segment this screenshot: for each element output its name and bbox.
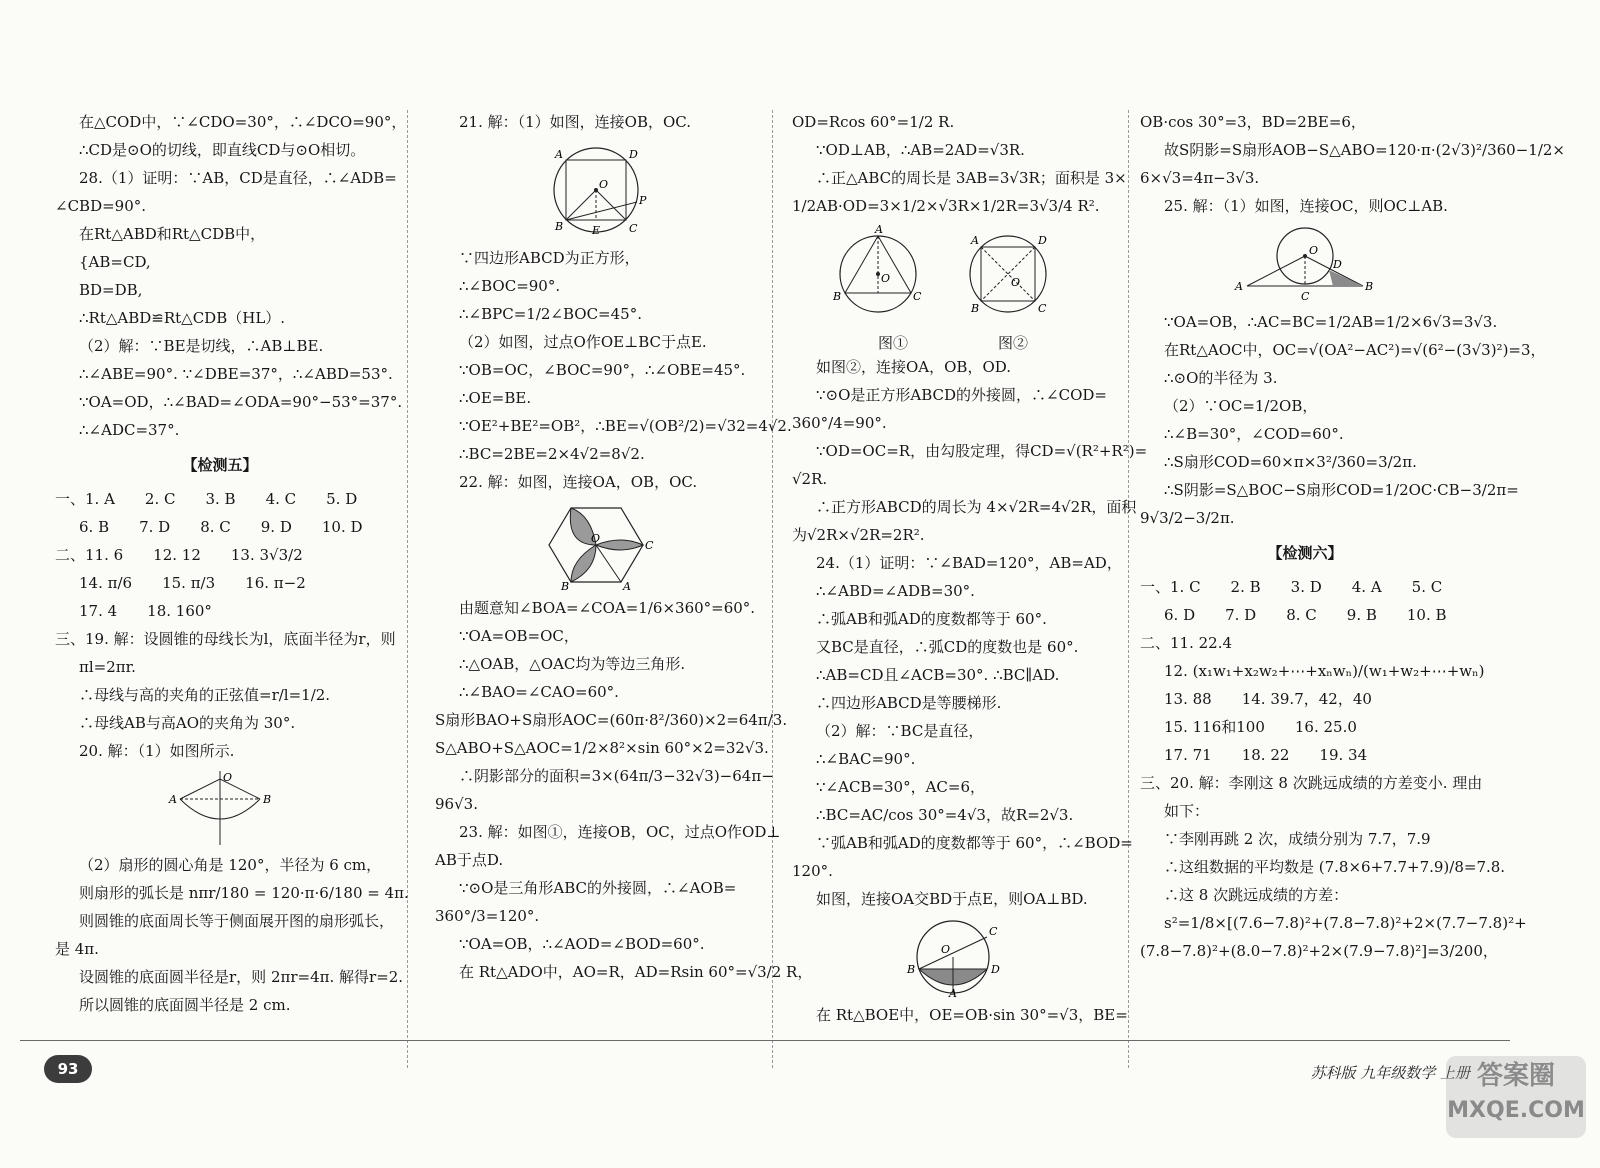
text-line: （2）解：∵BC是直径，: [816, 722, 984, 740]
section-title-6: 【检测六】: [1267, 544, 1343, 562]
text-line: 24.（1）证明：∵∠BAD=120°，AB=AD，: [816, 554, 1122, 572]
text-line: ∴BC=2BE=2×4√2=8√2.: [459, 445, 645, 463]
column-4: [1140, 108, 1566, 1038]
svg-text:A: A: [949, 987, 957, 1000]
text-line: ∵李刚再跳 2 次，成绩分别为 7.7，7.9: [1164, 830, 1431, 848]
text-line: ∴AB=CD且∠ACB=30°. ∴BC∥AD.: [816, 666, 1060, 684]
text-line: 三、19. 解：设圆锥的母线长为l，底面半径为r，则: [55, 630, 396, 648]
text-line: ∴S阴影=S△BOC−S扇形COD=1/2OC·CB−3/2π=: [1164, 481, 1519, 499]
text-line: 如图②，连接OA，OB，OD.: [816, 358, 1012, 376]
text-line: 如图，连接OA交BD于点E，则OA⊥BD.: [816, 890, 1088, 908]
text-line: 12. (x₁w₁+x₂w₂+⋯+xₙwₙ)/(w₁+w₂+⋯+wₙ): [1164, 662, 1485, 680]
column-3: [792, 108, 1148, 1038]
text-line: （2）∵OC=1/2OB，: [1164, 397, 1318, 415]
text-line: 故S阴影=S扇形AOB−S△ABO=120·π·(2√3)²/360−1/2×: [1164, 141, 1566, 159]
text-line: AB于点D.: [435, 851, 504, 869]
text-line: 120°.: [792, 862, 833, 880]
text-line: OB·cos 30°=3，BD=2BE=6，: [1140, 113, 1366, 131]
watermark-text-bottom: MXQE.COM: [1447, 1098, 1585, 1123]
text-line: 在Rt△AOC中，OC=√(OA²−AC²)=√(6²−(3√3)²)=3，: [1164, 341, 1546, 359]
text-line: 二、11. 6 12. 12 13. 3√3/2: [55, 546, 303, 564]
text-line: 在 Rt△BOE中，OE=OB·sin 30°=√3，BE=: [816, 1006, 1128, 1024]
svg-text:B: B: [971, 302, 980, 315]
text-line: 如下：: [1164, 802, 1210, 820]
text-line: 设圆锥的底面圆半径是r，则 2πr=4π. 解得r=2.: [79, 968, 404, 986]
text-line: √2R.: [792, 470, 828, 488]
svg-text:B: B: [1365, 280, 1374, 293]
text-line: ∵弧AB和弧AD的度数都等于 60°，∴∠BOD=: [816, 834, 1133, 852]
text-line: 所以圆锥的底面圆半径是 2 cm.: [79, 996, 291, 1014]
footer-book-title: 苏科版 九年级数学 上册: [1310, 1064, 1470, 1082]
text-line: 在 Rt△ADO中，AO=R，AD=Rsin 60°=√3/2 R，: [459, 963, 813, 981]
text-line: ∴正方形ABCD的周长为 4×√2R=4√2R，面积: [816, 498, 1137, 516]
column-divider: [1128, 110, 1129, 1068]
text-line: 二、11. 22.4: [1140, 634, 1233, 652]
text-line: 6×√3=4π−3√3.: [1140, 169, 1260, 187]
text-line: 1/2AB·OD=3×1/2×√3R×1/2R=3√3/4 R².: [792, 197, 1100, 215]
text-line: 360°/3=120°.: [435, 907, 540, 925]
text-line: 一、1. A 2. C 3. B 4. C 5. D: [55, 490, 358, 508]
text-line: 一、1. C 2. B 3. D 4. A 5. C: [1140, 578, 1443, 596]
text-line: ∴∠BAC=90°.: [816, 750, 916, 768]
text-line: ∴∠BAO=∠CAO=60°.: [459, 683, 619, 701]
text-line: OD=Rcos 60°=1/2 R.: [792, 113, 955, 131]
text-line: 21. 解：（1）如图，连接OB，OC.: [459, 113, 691, 131]
text-line: 28.（1）证明：∵AB，CD是直径，∴∠ADB=: [79, 169, 397, 187]
svg-text:A: A: [623, 580, 631, 593]
watermark-logo: [1446, 1056, 1586, 1138]
text-line: s²=1/8×[(7.6−7.8)²+(7.8−7.8)²+2×(7.7−7.8)²+: [1164, 914, 1527, 932]
text-line: ∴∠ABE=90°. ∵∠DBE=37°，∴∠ABD=53°.: [79, 365, 393, 383]
svg-text:A: A: [1235, 280, 1243, 293]
section-title-5: 【检测五】: [182, 456, 258, 474]
svg-text:C: C: [913, 290, 922, 303]
text-line: 9√3/2−3/2π.: [1140, 509, 1235, 527]
text-line: 则圆锥的底面周长等于侧面展开图的扇形弧长，: [79, 912, 395, 930]
text-line: ∵⊙O是正方形ABCD的外接圆，∴∠COD=: [816, 386, 1107, 404]
text-line: 由题意知∠BOA=∠COA=1/6×360°=60°.: [459, 599, 756, 617]
text-line: (7.8−7.8)²+(8.0−7.8)²+2×(7.9−7.8)²]=3/200，: [1140, 942, 1498, 960]
text-line: S扇形BAO+S扇形AOC=(60π·8²/360)×2=64π/3.: [435, 711, 788, 729]
svg-text:D: D: [1333, 258, 1342, 271]
text-line: 在Rt△ABD和Rt△CDB中，: [79, 225, 266, 243]
text-line: ∴母线与高的夹角的正弦值=r/l=1/2.: [79, 686, 331, 704]
svg-text:E: E: [592, 224, 601, 237]
svg-text:O: O: [881, 272, 891, 285]
page-number-left: 93: [44, 1055, 92, 1083]
text-line: ∴△OAB，△OAC均为等边三角形.: [459, 655, 686, 673]
text-line: 是 4π.: [55, 940, 99, 958]
text-line: S△ABO+S△AOC=1/2×8²×sin 60°×2=32√3.: [435, 739, 769, 757]
text-line: ∵OB=OC，∠BOC=90°，∴∠OBE=45°.: [459, 361, 746, 379]
svg-text:C: C: [1038, 302, 1047, 315]
svg-text:A: A: [169, 793, 177, 806]
text-line: ∴母线AB与高AO的夹角为 30°.: [79, 714, 296, 732]
footer-rule: [20, 1040, 1510, 1041]
svg-text:O: O: [941, 943, 951, 956]
text-line: 三、20. 解：李刚这 8 次跳远成绩的方差变小. 理由: [1140, 774, 1483, 792]
svg-text:O: O: [1309, 244, 1319, 257]
column-1: [55, 108, 409, 1038]
text-line: 则扇形的弧长是 nπr/180 = 120·π·6/180 = 4π.: [79, 884, 409, 902]
text-line: ∵四边形ABCD为正方形，: [459, 249, 640, 267]
svg-text:A: A: [875, 223, 883, 236]
text-line: ∴S扇形COD=60×π×3²/360=3/2π.: [1164, 453, 1417, 471]
figure-tangent-circle: [1235, 224, 1375, 304]
text-line: 25. 解：（1）如图，连接OC，则OC⊥AB.: [1164, 197, 1448, 215]
svg-text:C: C: [629, 222, 638, 235]
svg-text:D: D: [629, 148, 638, 161]
svg-text:O: O: [599, 178, 609, 191]
text-line: ∴∠ABD=∠ADB=30°.: [816, 582, 975, 600]
text-line: ∴⊙O的半径为 3.: [1164, 369, 1278, 387]
text-line: （2）扇形的圆心角是 120°，半径为 6 cm，: [79, 856, 382, 874]
svg-text:D: D: [1038, 234, 1047, 247]
text-line: ∴∠BPC=1/2∠BOC=45°.: [459, 305, 642, 323]
text-line: （2）解：∵BE是切线，∴AB⊥BE.: [79, 337, 324, 355]
text-line: ∴∠B=30°，∠COD=60°.: [1164, 425, 1344, 443]
text-line: 在△COD中，∵∠CDO=30°，∴∠DCO=90°，: [79, 113, 407, 131]
figure-label-1: 图①: [877, 334, 908, 352]
svg-text:O: O: [223, 771, 233, 784]
text-line: ∴阴影部分的面积=3×(64π/3−32√3)−64π−: [459, 767, 774, 785]
text-line: 13. 88 14. 39.7，42，40: [1164, 690, 1372, 708]
text-line: BD=DB,: [79, 281, 143, 299]
svg-text:O: O: [1011, 276, 1021, 289]
text-line: ∴正△ABC的周长是 3AB=3√3R；面积是 3×: [816, 169, 1127, 187]
svg-text:B: B: [555, 220, 564, 233]
text-line: 又BC是直径，∴弧CD的度数也是 60°.: [816, 638, 1079, 656]
text-line: ∴∠ADC=37°.: [79, 421, 180, 439]
text-line: ∠CBD=90°.: [55, 197, 147, 215]
text-line: （2）如图，过点O作OE⊥BC于点E.: [459, 333, 707, 351]
figure-square-in-circle: [541, 140, 651, 240]
text-line: 96√3.: [435, 795, 478, 813]
column-divider: [407, 110, 408, 1068]
text-line: ∴四边形ABCD是等腰梯形.: [816, 694, 1002, 712]
text-line: πl=2πr.: [79, 658, 136, 676]
text-line: 14. π/6 15. π/3 16. π−2: [79, 574, 306, 592]
svg-text:B: B: [561, 580, 570, 593]
figure-trapezoid-in-circle: [903, 917, 1003, 1000]
text-line: ∵⊙O是三角形ABC的外接圆，∴∠AOB=: [459, 879, 737, 897]
text-line: ∵∠ACB=30°，AC=6，: [816, 778, 986, 796]
text-line: 15. 116和100 16. 25.0: [1164, 718, 1357, 736]
text-line: ∵OA=OD，∴∠BAD=∠ODA=90°−53°=37°.: [79, 393, 403, 411]
text-line: ∴CD是⊙O的切线，即直线CD与⊙O相切。: [79, 141, 366, 159]
text-line: 6. B 7. D 8. C 9. D 10. D: [79, 518, 363, 536]
text-line: 为√2R×√2R=2R².: [792, 526, 925, 544]
text-line: ∵OA=OB，∴AC=BC=1/2AB=1/2×6√3=3√3.: [1164, 313, 1498, 331]
text-line: 360°/4=90°.: [792, 414, 887, 432]
text-line: ∵OA=OB=OC，: [459, 627, 579, 645]
svg-text:B: B: [907, 963, 916, 976]
text-line: 20. 解：（1）如图所示.: [79, 742, 235, 760]
watermark-text-top: 答案圈: [1476, 1061, 1555, 1091]
text-line: ∵OD⊥AB，∴AB=2AD=√3R.: [816, 141, 1025, 159]
text-line: ∴BC=AC/cos 30°=4√3，故R=2√3.: [816, 806, 1074, 824]
svg-text:A: A: [971, 234, 979, 247]
text-line: ∴这组数据的平均数是 (7.8×6+7.7+7.9)/8=7.8.: [1164, 858, 1506, 876]
text-line: ∵OD=OC=R，由勾股定理，得CD=√(R²+R²)=: [816, 442, 1148, 460]
svg-text:O: O: [591, 532, 601, 545]
text-line: 6. D 7. D 8. C 9. B 10. B: [1164, 606, 1447, 624]
figure-label-2: 图②: [997, 334, 1028, 352]
figure-cone-section: [165, 769, 275, 847]
svg-text:A: A: [555, 148, 563, 161]
svg-text:D: D: [991, 963, 1000, 976]
text-line: 17. 71 18. 22 19. 34: [1164, 746, 1368, 764]
text-line: ∵OA=OB，∴∠AOD=∠BOD=60°.: [459, 935, 705, 953]
text-line: 23. 解：如图①，连接OB，OC，过点O作OD⊥: [459, 823, 781, 841]
figure-hexagon-petals: [541, 500, 654, 593]
text-line: 22. 解：如图，连接OA，OB，OC.: [459, 473, 698, 491]
text-line: ∴这 8 次跳远成绩的方差：: [1164, 886, 1349, 904]
column-2: [435, 108, 813, 1038]
svg-text:B: B: [833, 290, 842, 303]
text-line: {AB=CD,: [79, 253, 151, 271]
svg-text:C: C: [645, 539, 654, 552]
figure-inscribed-polygons: [833, 224, 1073, 329]
svg-text:P: P: [639, 194, 647, 207]
svg-text:B: B: [263, 793, 272, 806]
svg-text:C: C: [989, 925, 998, 938]
text-line: ∴∠BOC=90°.: [459, 277, 561, 295]
text-line: ∴Rt△ABD≌Rt△CDB（HL）.: [79, 309, 286, 327]
column-divider: [772, 110, 773, 1068]
text-line: ∵OE²+BE²=OB²，∴BE=√(OB²/2)=√32=4√2.: [459, 417, 792, 435]
svg-text:C: C: [1301, 290, 1310, 303]
text-line: 17. 4 18. 160°: [79, 602, 212, 620]
text-line: ∴OE=BE.: [459, 389, 532, 407]
text-line: ∴弧AB和弧AD的度数都等于 60°.: [816, 610, 1047, 628]
